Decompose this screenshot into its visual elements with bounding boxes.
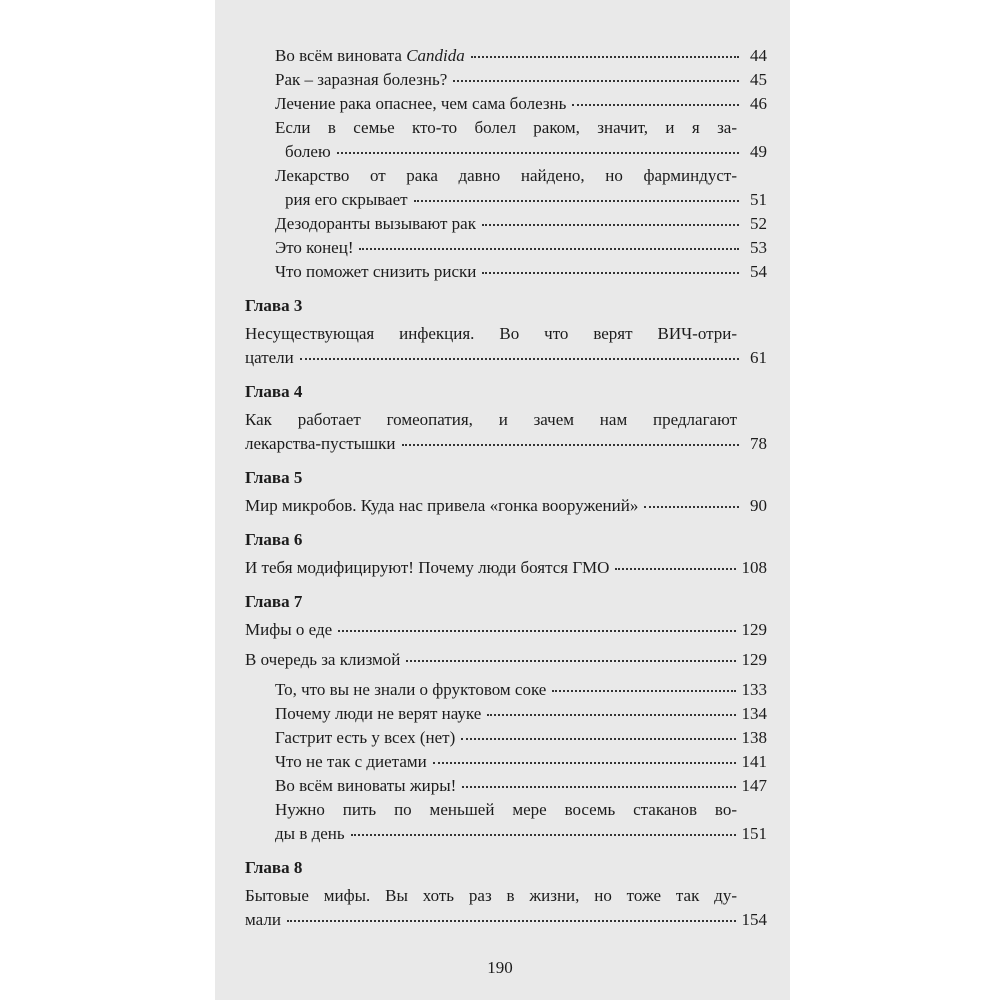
toc-entry — [245, 140, 767, 164]
toc-entry-label: Мифы о еде — [245, 620, 333, 639]
toc-entry — [245, 494, 767, 518]
page-number: 78 — [750, 434, 767, 453]
toc-entry — [245, 556, 767, 580]
table-of-contents — [245, 44, 767, 932]
toc-entry — [245, 648, 767, 672]
toc-entry-label: Это конец! — [275, 238, 354, 257]
page-number: 129 — [741, 650, 767, 669]
toc-entry-label: То, что вы не знали о фруктовом соке — [275, 680, 547, 699]
leader-dots — [471, 56, 739, 58]
toc-entry-label: болею — [285, 142, 331, 161]
toc-entry-label: рия его скрывает — [285, 190, 408, 209]
page-number: 45 — [750, 70, 767, 89]
page-number: 90 — [750, 496, 767, 515]
page-number: 52 — [750, 214, 767, 233]
leader-dots — [482, 224, 739, 226]
toc-entry — [245, 260, 767, 284]
toc-entry-label: Что не так с диетами — [275, 752, 427, 771]
leader-dots — [453, 80, 739, 82]
toc-entry — [245, 68, 767, 92]
toc-entry-label: Мир микробов. Куда нас привела «гонка вооружений» — [245, 496, 639, 515]
chapter-heading: Глава 6 — [245, 530, 303, 549]
toc-entry-label: Гастрит есть у всех (нет) — [275, 728, 456, 747]
leader-dots — [482, 272, 739, 274]
page-number: 53 — [750, 238, 767, 257]
leader-dots — [406, 660, 735, 662]
page-number: 44 — [750, 46, 767, 65]
leader-dots — [487, 714, 735, 716]
chapter-heading: Глава 7 — [245, 592, 303, 611]
chapter-heading: Глава 8 — [245, 858, 303, 877]
page-number: 54 — [750, 262, 767, 281]
toc-entry-label: мали — [245, 910, 281, 929]
toc-entry — [245, 44, 767, 68]
page-number: 51 — [750, 190, 767, 209]
leader-dots — [433, 762, 736, 764]
toc-entry-label: ды в день — [275, 824, 345, 843]
toc-entry-label: Дезодоранты вызывают рак — [275, 214, 476, 233]
leader-dots — [359, 248, 739, 250]
toc-entry — [245, 618, 767, 642]
toc-entry-label: Почему люди не верят науке — [275, 704, 482, 723]
page-number: 129 — [741, 620, 767, 639]
leader-dots — [644, 506, 739, 508]
leader-dots — [615, 568, 735, 570]
page-number: 46 — [750, 94, 767, 113]
toc-entry — [245, 188, 767, 212]
leader-dots — [461, 738, 735, 740]
toc-entry — [245, 774, 767, 798]
toc-entry-label: цатели — [245, 348, 294, 367]
toc-entry-label: В очередь за клизмой — [245, 650, 401, 669]
toc-entry — [245, 822, 767, 846]
page-number: 138 — [741, 728, 767, 747]
chapter-heading: Глава 5 — [245, 468, 303, 487]
leader-dots — [402, 444, 739, 446]
leader-dots — [552, 690, 735, 692]
leader-dots — [572, 104, 739, 106]
toc-entry-label-italic: Candida — [406, 46, 465, 65]
toc-entry-label: Во всём виноваты жиры! — [275, 776, 457, 795]
leader-dots — [414, 200, 739, 202]
toc-entry — [245, 236, 767, 260]
toc-entry-label: Во всём виновата — [275, 46, 407, 65]
page-number: 154 — [741, 910, 767, 929]
toc-entry — [245, 432, 767, 456]
toc-entry-line: Нужно пить по меньшей мере восемь стаканов во- — [275, 800, 737, 819]
leader-dots — [338, 630, 735, 632]
page-number: 141 — [741, 752, 767, 771]
toc-entry — [245, 726, 767, 750]
toc-entry-label: Лечение рака опаснее, чем сама болезнь — [275, 94, 567, 113]
leader-dots — [351, 834, 736, 836]
toc-entry-line: Несуществующая инфекция. Во что верят ВИЧ-отри- — [245, 324, 737, 343]
toc-entry-label: Что поможет снизить риски — [275, 262, 477, 281]
toc-entry — [245, 346, 767, 370]
page-number: 147 — [741, 776, 767, 795]
page-folio-number: 190 — [487, 958, 513, 977]
chapter-heading: Глава 4 — [245, 382, 303, 401]
page-number: 108 — [741, 558, 767, 577]
page-number: 133 — [741, 680, 767, 699]
toc-entry — [245, 92, 767, 116]
toc-entry — [245, 678, 767, 702]
page-number: 134 — [741, 704, 767, 723]
toc-entry-line: Бытовые мифы. Вы хоть раз в жизни, но тоже так ду- — [245, 886, 737, 905]
leader-dots — [462, 786, 735, 788]
toc-entry-line: Как работает гомеопатия, и зачем нам предлагают — [245, 410, 737, 429]
page-number: 61 — [750, 348, 767, 367]
chapter-heading: Глава 3 — [245, 296, 303, 315]
toc-entry-line: Если в семье кто-то болел раком, значит, и я за- — [275, 118, 737, 137]
toc-entry-label: Рак – заразная болезнь? — [275, 70, 448, 89]
toc-entry — [245, 702, 767, 726]
leader-dots — [300, 358, 739, 360]
page-number: 151 — [741, 824, 767, 843]
toc-entry-line: Лекарство от рака давно найдено, но фарминдуст- — [275, 166, 737, 185]
leader-dots — [337, 152, 739, 154]
leader-dots — [287, 920, 736, 922]
toc-entry — [245, 212, 767, 236]
toc-entry — [245, 908, 767, 932]
toc-entry — [245, 750, 767, 774]
toc-entry-label: лекарства-пустышки — [245, 434, 396, 453]
toc-entry-label: И тебя модифицируют! Почему люди боятся ГМО — [245, 558, 610, 577]
page-number: 49 — [750, 142, 767, 161]
